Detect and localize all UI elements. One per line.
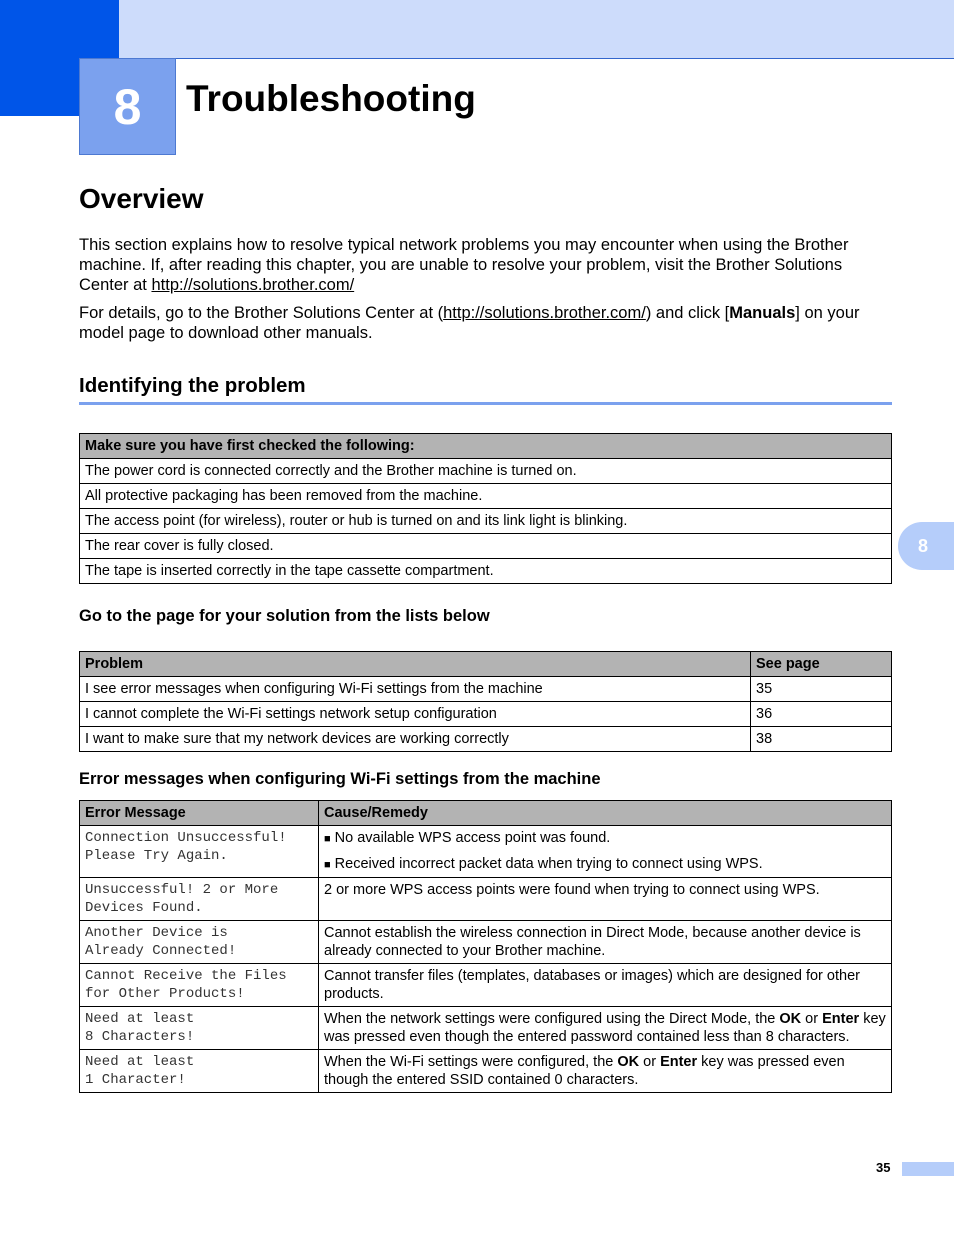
error-line: Unsuccessful! 2 or More (85, 882, 279, 898)
enter-key-label: Enter (660, 1054, 698, 1070)
page-cell: 38 (751, 727, 892, 752)
manuals-label: Manuals (729, 304, 796, 322)
solutions-table (79, 651, 892, 752)
section-rule (79, 402, 892, 405)
page-number: 35 (876, 1160, 891, 1175)
error-line: 8 Characters! (85, 1029, 195, 1045)
problem-cell: I want to make sure that my network devices are working correctly (80, 727, 751, 752)
table-row (80, 534, 892, 559)
table-row (80, 702, 892, 727)
overview-paragraph (79, 235, 894, 295)
table-row (80, 459, 892, 484)
remedy-text: or (639, 1054, 661, 1070)
checklist-item: The power cord is connected correctly and the Brother machine is turned on. (80, 459, 892, 484)
header-band (0, 0, 954, 59)
remedy-text: When the Wi-Fi settings were configured, the (324, 1054, 618, 1070)
remedy-cell: Cannot transfer files (templates, databases or images) which are designed for other products. (319, 964, 892, 1007)
remedy-text: key was pressed even though the entered password contained less than 8 characters. (324, 1011, 886, 1045)
details-text-pre: For details, go to the Brother Solutions Center at ( (79, 304, 444, 322)
error-message-cell (80, 878, 319, 921)
bullet-text: Received incorrect packet data when trying to connect using WPS. (334, 856, 763, 872)
table-row (80, 559, 892, 584)
ok-key-label: OK (779, 1011, 802, 1027)
checklist-item: The rear cover is fully closed. (80, 534, 892, 559)
enter-key-label: Enter (822, 1011, 860, 1027)
error-message-cell (80, 1050, 319, 1093)
col-problem: Problem (80, 652, 751, 677)
details-paragraph (79, 303, 894, 343)
checklist-header: Make sure you have first checked the following: (80, 434, 892, 459)
error-line: Already Connected! (85, 943, 237, 959)
errors-table (79, 800, 892, 1093)
table-row (80, 727, 892, 752)
chapter-side-tab (898, 522, 954, 570)
table-row (80, 964, 892, 1007)
square-bullet-icon: ■ (324, 859, 331, 871)
remedy-text: When the network settings were configured using the Direct Mode, the (324, 1011, 780, 1027)
identifying-heading: Identifying the problem (79, 374, 306, 397)
page-cell: 35 (751, 677, 892, 702)
ok-key-label: OK (617, 1054, 640, 1070)
checklist-item: All protective packaging has been removed from the machine. (80, 484, 892, 509)
col-error-message: Error Message (80, 801, 319, 826)
error-line: Cannot Receive the Files (85, 968, 287, 984)
error-line: Connection Unsuccessful! (85, 830, 287, 846)
checklist-item: The tape is inserted correctly in the tape cassette compartment. (80, 559, 892, 584)
error-message-cell (80, 921, 319, 964)
error-message-cell (80, 1007, 319, 1050)
error-line: Need at least (85, 1011, 195, 1027)
details-text-post: ] on your model page to download other manuals. (79, 304, 860, 342)
remedy-text: or (801, 1011, 823, 1027)
table-row (80, 484, 892, 509)
table-row (80, 1050, 892, 1093)
remedy-cell (319, 1007, 892, 1050)
overview-heading: Overview (79, 183, 204, 214)
remedy-cell (319, 1050, 892, 1093)
side-tab-number: 8 (917, 535, 928, 556)
table-row (80, 826, 892, 878)
errors-heading: Error messages when configuring Wi-Fi settings from the machine (79, 770, 601, 788)
remedy-bullet (324, 855, 886, 874)
remedy-bullet (324, 829, 886, 848)
table-row (80, 509, 892, 534)
chapter-title: Troubleshooting (186, 78, 476, 119)
square-bullet-icon: ■ (324, 833, 331, 845)
error-line: Devices Found. (85, 900, 203, 916)
col-cause-remedy: Cause/Remedy (319, 801, 892, 826)
error-line: 1 Character! (85, 1072, 186, 1088)
error-line: for Other Products! (85, 986, 245, 1002)
problem-cell: I cannot complete the Wi-Fi settings network setup configuration (80, 702, 751, 727)
error-message-cell (80, 826, 319, 878)
remedy-cell (319, 826, 892, 878)
bullet-text: No available WPS access point was found. (334, 830, 611, 846)
remedy-cell: Cannot establish the wireless connection in Direct Mode, because another device is already connected to your Brother machine. (319, 921, 892, 964)
error-message-cell (80, 964, 319, 1007)
page-cell: 36 (751, 702, 892, 727)
checklist-table (79, 433, 892, 584)
table-row (80, 1007, 892, 1050)
col-see-page: See page (751, 652, 892, 677)
page-number-bar (902, 1162, 954, 1176)
error-line: Another Device is (85, 925, 228, 941)
solutions-link-2[interactable]: http://solutions.brother.com/ (443, 304, 646, 322)
table-row (80, 878, 892, 921)
overview-para1-text: This section explains how to resolve typical network problems you may encounter when using the Brother machine. If, after reading this chapter, you are unable to resolve your problem, visit the Brother Solutions Center at (79, 236, 849, 294)
chapter-number-box (79, 58, 176, 155)
details-text-mid: ) and click [ (645, 304, 730, 322)
solutions-heading: Go to the page for your solution from the lists below (79, 607, 490, 625)
chapter-number: 8 (113, 78, 142, 135)
table-row (80, 921, 892, 964)
table-row (80, 677, 892, 702)
remedy-cell: 2 or more WPS access points were found when trying to connect using WPS. (319, 878, 892, 921)
problem-cell: I see error messages when configuring Wi-Fi settings from the machine (80, 677, 751, 702)
remedy-text: key was pressed even though the entered SSID contained 0 characters. (324, 1054, 845, 1088)
error-line: Need at least (85, 1054, 195, 1070)
checklist-item: The access point (for wireless), router or hub is turned on and its link light is blinking. (80, 509, 892, 534)
error-line: Please Try Again. (85, 848, 228, 864)
solutions-link[interactable]: http://solutions.brother.com/ (151, 276, 355, 294)
